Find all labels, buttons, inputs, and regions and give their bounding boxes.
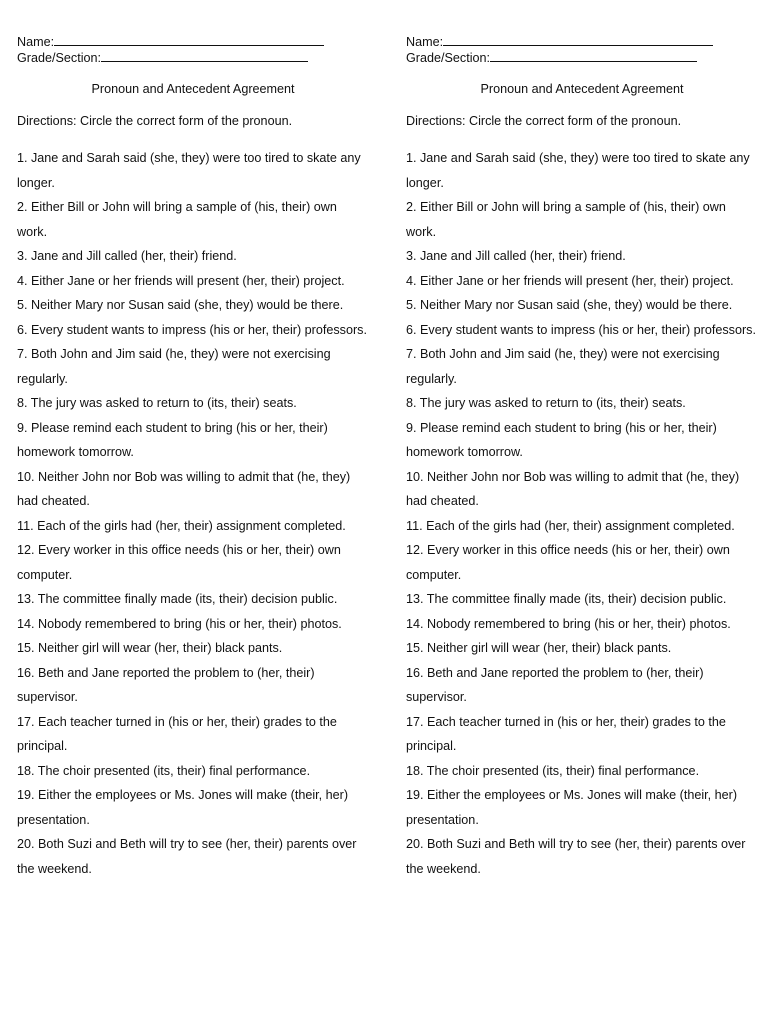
question-item: 5. Neither Mary nor Susan said (she, they) would be there. [17, 298, 344, 312]
question-item: 3. Jane and Jill called (her, their) friend. [406, 249, 626, 263]
question-item: 20. Both Suzi and Beth will try to see (her, their) parents over the weekend. [17, 837, 357, 876]
question-item: 4. Either Jane or her friends will present (her, their) project. [17, 273, 345, 288]
question-item: 20. Both Suzi and Beth will try to see (her, their) parents over the weekend. [406, 837, 746, 876]
question-item: 9. Please remind each student to bring (his or her, their) homework tomorrow. [17, 420, 328, 459]
question-item: 19. Either the employees or Ms. Jones will make (their, her) presentation. [406, 788, 738, 827]
question-item: 12. Every worker in this office needs (his or her, their) own computer. [406, 543, 730, 582]
question-item: 9. Please remind each student to bring (his or her, their) homework tomorrow. [406, 420, 717, 459]
question-item: 18. The choir presented (its, their) final performance. [17, 763, 311, 778]
worksheet-left [17, 33, 369, 881]
name-field [17, 33, 369, 49]
grade-section-label: Grade/Section: [17, 51, 102, 65]
worksheet-right [406, 33, 758, 881]
question-item: 6. Every student wants to impress (his or her, their) professors. [17, 322, 367, 337]
name-blank-line [443, 33, 713, 46]
question-item: 16. Beth and Jane reported the problem to (her, their) supervisor. [17, 665, 315, 704]
question-item: 19. Either the employees or Ms. Jones will make (their, her) presentation. [17, 788, 349, 827]
question-item: 16. Beth and Jane reported the problem to (her, their) supervisor. [406, 665, 704, 704]
worksheet-title: Pronoun and Antecedent Agreement [91, 82, 295, 96]
question-item: 1. Jane and Sarah said (she, they) were too tired to skate any longer. [406, 151, 750, 190]
question-item: 13. The committee finally made (its, their) decision public. [17, 592, 338, 606]
question-item: 12. Every worker in this office needs (his or her, their) own computer. [17, 543, 341, 582]
directions-text: Directions: Circle the correct form of the pronoun. [17, 114, 293, 128]
question-item: 8. The jury was asked to return to (its, their) seats. [17, 396, 297, 410]
question-item: 11. Each of the girls had (her, their) assignment completed. [17, 518, 346, 533]
name-field [406, 33, 758, 49]
question-item: 13. The committee finally made (its, their) decision public. [406, 592, 727, 606]
question-item: 17. Each teacher turned in (his or her, their) grades to the principal. [17, 714, 337, 753]
name-label: Name: [406, 35, 444, 49]
name-blank-line [54, 33, 324, 46]
grade-section-blank-line [101, 49, 308, 62]
grade-section-blank-line [490, 49, 697, 62]
question-item: 3. Jane and Jill called (her, their) friend. [17, 249, 237, 263]
question-item: 14. Nobody remembered to bring (his or her, their) photos. [17, 616, 342, 631]
question-list [17, 146, 369, 881]
question-item: 2. Either Bill or John will bring a sample of (his, their) own work. [406, 200, 726, 239]
question-item: 15. Neither girl will wear (her, their) black pants. [406, 641, 672, 655]
question-item: 10. Neither John nor Bob was willing to admit that (he, they) had cheated. [406, 469, 740, 508]
question-item: 7. Both John and Jim said (he, they) were not exercising regularly. [406, 347, 720, 386]
question-list [406, 146, 758, 881]
question-item: 7. Both John and Jim said (he, they) were not exercising regularly. [17, 347, 331, 386]
question-item: 17. Each teacher turned in (his or her, their) grades to the principal. [406, 714, 726, 753]
directions-text: Directions: Circle the correct form of the pronoun. [406, 114, 682, 128]
question-item: 1. Jane and Sarah said (she, they) were too tired to skate any longer. [17, 151, 361, 190]
question-item: 15. Neither girl will wear (her, their) black pants. [17, 641, 283, 655]
question-item: 8. The jury was asked to return to (its, their) seats. [406, 396, 686, 410]
worksheet-title: Pronoun and Antecedent Agreement [480, 82, 684, 96]
question-item: 10. Neither John nor Bob was willing to admit that (he, they) had cheated. [17, 469, 351, 508]
grade-section-field [406, 49, 758, 65]
question-item: 6. Every student wants to impress (his or her, their) professors. [406, 322, 756, 337]
name-label: Name: [17, 35, 55, 49]
question-item: 11. Each of the girls had (her, their) assignment completed. [406, 518, 735, 533]
question-item: 4. Either Jane or her friends will present (her, their) project. [406, 273, 734, 288]
grade-section-field [17, 49, 369, 65]
question-item: 18. The choir presented (its, their) final performance. [406, 763, 700, 778]
question-item: 14. Nobody remembered to bring (his or her, their) photos. [406, 616, 731, 631]
question-item: 2. Either Bill or John will bring a sample of (his, their) own work. [17, 200, 337, 239]
grade-section-label: Grade/Section: [406, 51, 491, 65]
question-item: 5. Neither Mary nor Susan said (she, they) would be there. [406, 298, 733, 312]
